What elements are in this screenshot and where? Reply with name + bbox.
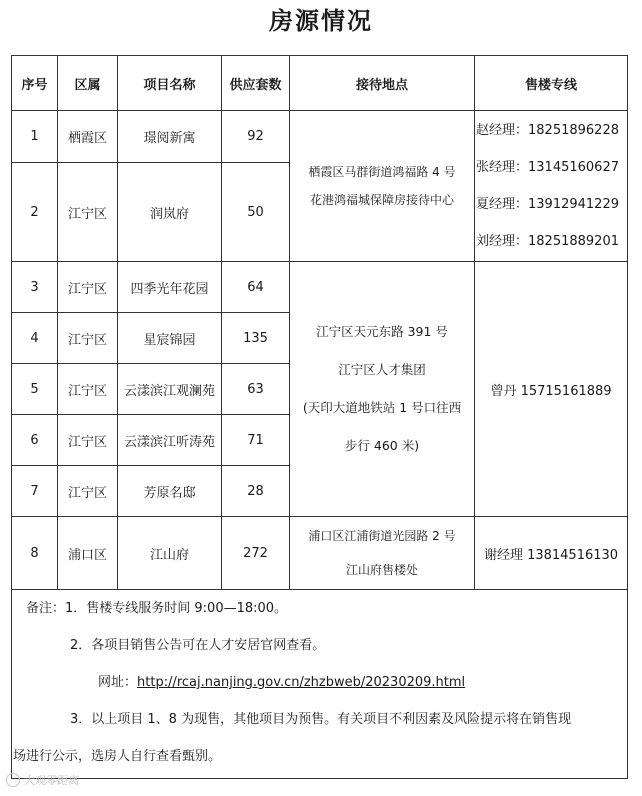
cell-no: 8 [12,517,58,590]
hotline-contact[interactable]: 张经理：13145160627 [476,160,619,175]
address-line: 步行 460 米) [344,438,420,453]
notes-row [12,590,628,779]
cell-project: 润岚府 [118,163,222,262]
url-label: 网址： [98,675,138,690]
table-row [12,262,628,313]
cell-no: 5 [12,364,58,415]
cell-units: 135 [222,313,290,364]
note-line: 备注：1．售楼专线服务时间 9:00—18:00。 [26,601,288,616]
header-project: 项目名称 [118,56,222,111]
cell-units: 71 [222,415,290,466]
cell-project: 星宸锦园 [118,313,222,364]
cell-project: 云漾滨江听涛苑 [118,415,222,466]
cell-hotline-group-c [475,517,628,590]
cell-project: 云漾滨江观澜苑 [118,364,222,415]
cell-address-group-a [290,111,475,262]
cell-no: 7 [12,466,58,517]
watermark-text: 大观零距离 [24,774,79,787]
cell-units: 63 [222,364,290,415]
cell-district: 栖霞区 [58,111,118,163]
header-hotline: 售楼专线 [475,56,628,111]
cell-project: 芳原名邸 [118,466,222,517]
header-units: 供应套数 [222,56,290,111]
address-line: 江宁区人才集团 [338,362,426,377]
cell-district: 浦口区 [58,517,118,590]
table-row [12,517,628,590]
cell-units: 64 [222,262,290,313]
cell-hotline-group-a [475,111,628,262]
cell-units: 28 [222,466,290,517]
note-line: 2．各项目销售公告可在人才安居官网查看。 [70,638,326,653]
housing-table [11,55,628,779]
watermark-logo-icon [6,773,20,787]
note-line: 场进行公示，选房人自行查看甄别。 [13,749,222,764]
cell-district: 江宁区 [58,313,118,364]
hotline-contact[interactable]: 夏经理：13912941229 [476,197,619,212]
page-title: 房源情况 [269,7,373,35]
header-address: 接待地点 [290,56,475,111]
cell-district: 江宁区 [58,364,118,415]
table-row [12,111,628,163]
hotline-contact[interactable]: 谢经理 13814516130 [483,547,619,563]
cell-units: 272 [222,517,290,590]
address-line: 花港鸿福城保障房接待中心 [309,193,454,207]
cell-no: 6 [12,415,58,466]
note-line: 3．以上项目 1、8 为现售，其他项目为预售。有关项目不利因素及风险提示将在销售现 [70,712,572,727]
cell-units: 92 [222,111,290,163]
table-header-row [12,56,628,111]
hotline-contact[interactable]: 刘经理：18251889201 [476,234,619,249]
cell-hotline-group-b [475,262,628,517]
cell-address-group-c [290,517,475,590]
address-line: 江山府售楼处 [345,563,418,577]
hotline-contact[interactable]: 赵经理：18251896228 [476,123,619,138]
note-line-url [12,664,627,701]
header-no: 序号 [12,56,58,111]
cell-district: 江宁区 [58,163,118,262]
cell-no: 1 [12,111,58,163]
cell-district: 江宁区 [58,415,118,466]
cell-project: 璟阅新寓 [118,111,222,163]
cell-project: 江山府 [118,517,222,590]
cell-no: 2 [12,163,58,262]
cell-units: 50 [222,163,290,262]
cell-district: 江宁区 [58,262,118,313]
official-site-link[interactable]: http://rcaj.nanjing.gov.cn/zhzbweb/20230209.html [137,675,466,690]
cell-no: 3 [12,262,58,313]
cell-no: 4 [12,313,58,364]
header-district: 区属 [58,56,118,111]
notes-cell [12,590,628,779]
watermark [6,772,79,788]
cell-address-group-b [290,262,475,517]
address-line: 江宁区天元东路 391 号 [316,324,448,339]
address-line: 浦口区江浦街道光园路 2 号 [308,529,456,543]
address-line: 栖霞区马群街道鸿福路 4 号 [308,165,456,179]
address-line: (天印大道地铁站 1 号口往西 [302,400,462,415]
cell-district: 江宁区 [58,466,118,517]
cell-project: 四季光年花园 [118,262,222,313]
hotline-contact[interactable]: 曾丹 15715161889 [490,383,612,399]
